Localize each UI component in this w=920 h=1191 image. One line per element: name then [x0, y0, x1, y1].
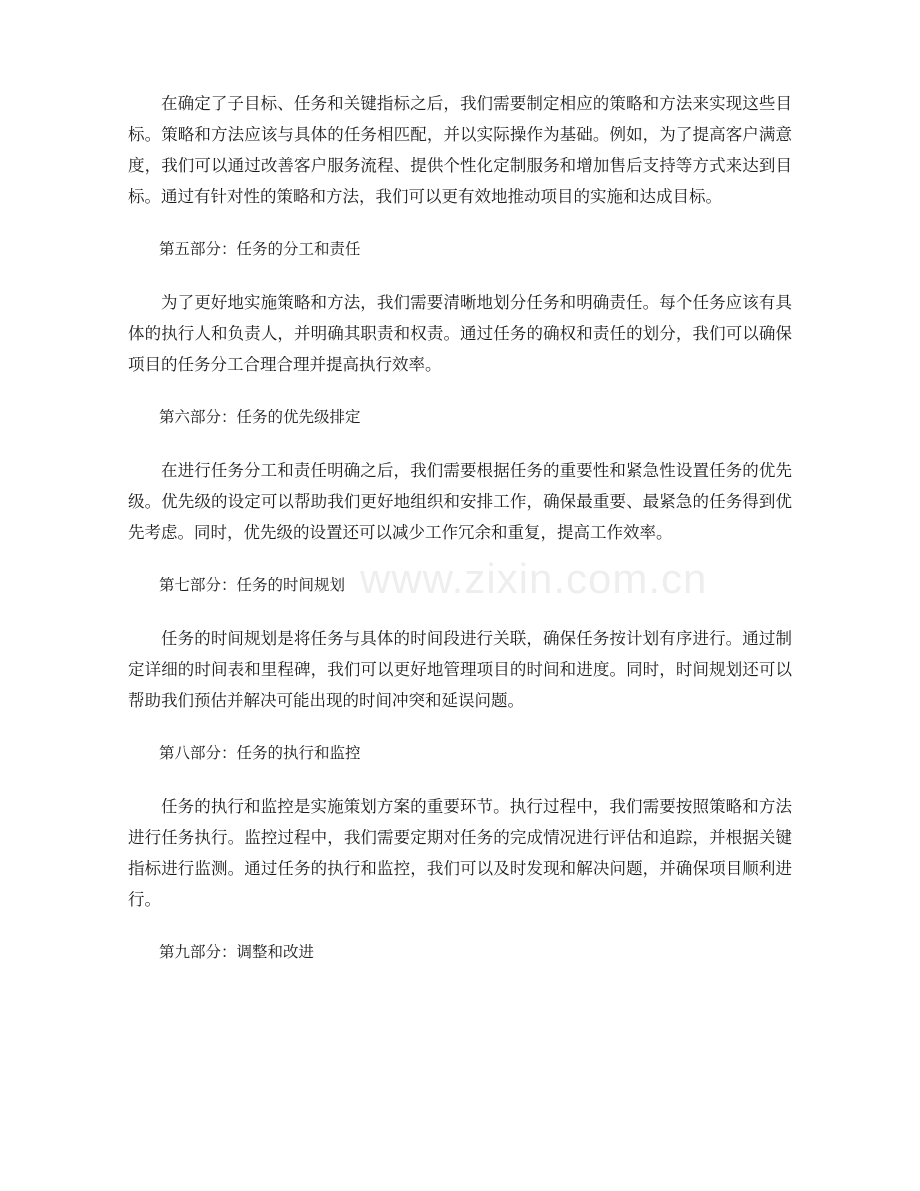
paragraph-strategy: 在确定了子目标、任务和关键指标之后，我们需要制定相应的策略和方法来实现这些目标。策略和方法应该与具体的任务相匹配，并以实际操作为基础。例如，为了提高客户满意度，我们可以通过改善客户服务流程、提供个性化定制服务和增加售后支持等方式来达到目标。通过有针对性的策略和方法，我们可以更有效地推动项目的实施和达成目标。	[128, 94, 792, 206]
section-heading-6: 第六部分：任务的优先级排定	[159, 408, 361, 426]
section-heading-9: 第九部分：调整和改进	[159, 943, 315, 961]
paragraph-time-planning: 任务的时间规划是将任务与具体的时间段进行关联，确保任务按计划有序进行。通过制定详细的时间表和里程碑，我们可以更好地管理项目的时间和进度。同时，时间规划还可以帮助我们预估并解决可能出现的时间冲突和延误问题。	[128, 629, 792, 710]
section-heading-5: 第五部分：任务的分工和责任	[159, 240, 361, 258]
document-body	[128, 88, 792, 990]
paragraph-division: 为了更好地实施策略和方法，我们需要清晰地划分任务和明确责任。每个任务应该有具体的执行人和负责人，并明确其职责和权责。通过任务的确权和责任的划分，我们可以确保项目的任务分工合理合理并提高执行效率。	[128, 293, 792, 374]
watermark-text: www.zixin.com.cn	[360, 555, 708, 602]
section-heading-8: 第八部分：任务的执行和监控	[159, 744, 361, 762]
paragraph-execution: 任务的执行和监控是实施策划方案的重要环节。执行过程中，我们需要按照策略和方法进行任务执行。监控过程中，我们需要定期对任务的完成情况进行评估和追踪，并根据关键指标进行监测。通过任务的执行和监控，我们可以及时发现和解决问题，并确保项目顺利进行。	[128, 797, 792, 909]
paragraph-priority: 在进行任务分工和责任明确之后，我们需要根据任务的重要性和紧急性设置任务的优先级。优先级的设定可以帮助我们更好地组织和安排工作，确保最重要、最紧急的任务得到优先考虑。同时，优先级的设置还可以减少工作冗余和重复，提高工作效率。	[128, 461, 792, 542]
section-heading-7: 第七部分：任务的时间规划	[159, 576, 346, 594]
